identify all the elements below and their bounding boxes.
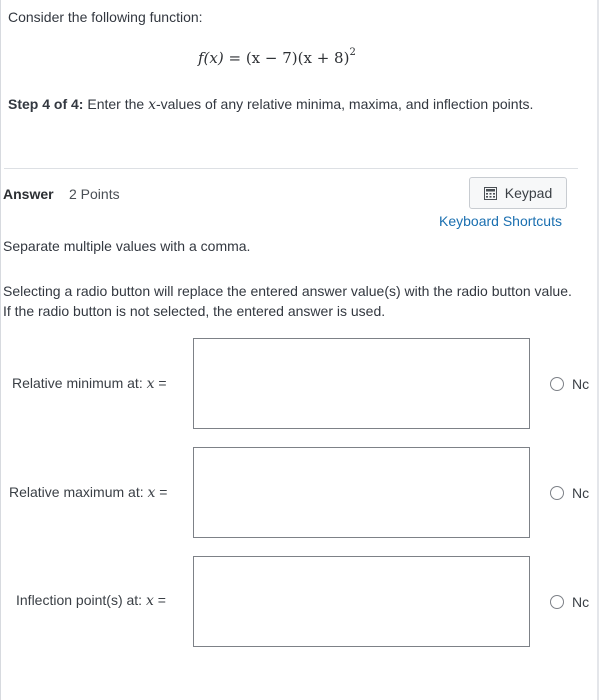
step-instruction <box>8 94 568 116</box>
relative-maximum-label <box>9 484 167 501</box>
separate-values-note: Separate multiple values with a comma. <box>3 238 251 254</box>
section-divider <box>4 168 578 169</box>
row-variable: x <box>147 485 156 501</box>
relative-minimum-none-radio[interactable] <box>550 376 589 392</box>
row-label-text: Relative minimum at: <box>12 375 143 391</box>
answer-label: Answer <box>3 186 54 202</box>
calculator-icon <box>484 187 497 200</box>
row-variable: x <box>146 376 155 392</box>
formula-exponent: 2 <box>349 47 356 58</box>
keypad-label: Keypad <box>504 185 553 201</box>
relative-minimum-input[interactable] <box>193 338 530 429</box>
step-text-before: Enter the <box>83 96 149 112</box>
row-equals: = <box>155 484 168 500</box>
radio-button-note: Selecting a radio button will replace the entered answer value(s) with the radio button value. If the radio button is not selected, the entered answer is used. <box>3 283 572 319</box>
row-variable: x <box>145 593 154 609</box>
formula-lhs: f(x) <box>198 49 224 67</box>
radio-circle-icon[interactable] <box>550 377 564 391</box>
function-formula <box>198 49 356 67</box>
frame-left-border <box>0 0 1 700</box>
question-intro: Consider the following function: <box>8 9 203 25</box>
relative-minimum-label <box>12 375 167 392</box>
row-equals: = <box>153 592 166 608</box>
row-label-text: Relative maximum at: <box>9 484 144 500</box>
step-label: Step 4 of 4: <box>8 96 84 112</box>
relative-maximum-input[interactable] <box>193 447 530 538</box>
inflection-points-input[interactable] <box>193 556 530 647</box>
formula-rhs: (x − 7)(x + 8) <box>245 49 350 67</box>
points-label: 2 Points <box>69 186 120 202</box>
step-variable: x <box>148 97 156 113</box>
radio-circle-icon[interactable] <box>550 595 564 609</box>
radio-label: Nc <box>572 485 590 501</box>
radio-label: Nc <box>572 594 590 610</box>
keypad-button[interactable] <box>469 177 567 209</box>
inflection-points-none-radio[interactable] <box>550 594 589 610</box>
keyboard-shortcuts-link[interactable]: Keyboard Shortcuts <box>439 213 562 229</box>
formula-equals: = <box>223 49 246 67</box>
relative-maximum-none-radio[interactable] <box>550 485 589 501</box>
radio-label: Nc <box>572 376 590 392</box>
row-equals: = <box>154 375 167 391</box>
step-text-after: -values of any relative minima, maxima, and inflection points. <box>155 96 534 112</box>
radio-circle-icon[interactable] <box>550 486 564 500</box>
row-label-text: Inflection point(s) at: <box>16 592 143 608</box>
inflection-points-label <box>16 592 166 609</box>
